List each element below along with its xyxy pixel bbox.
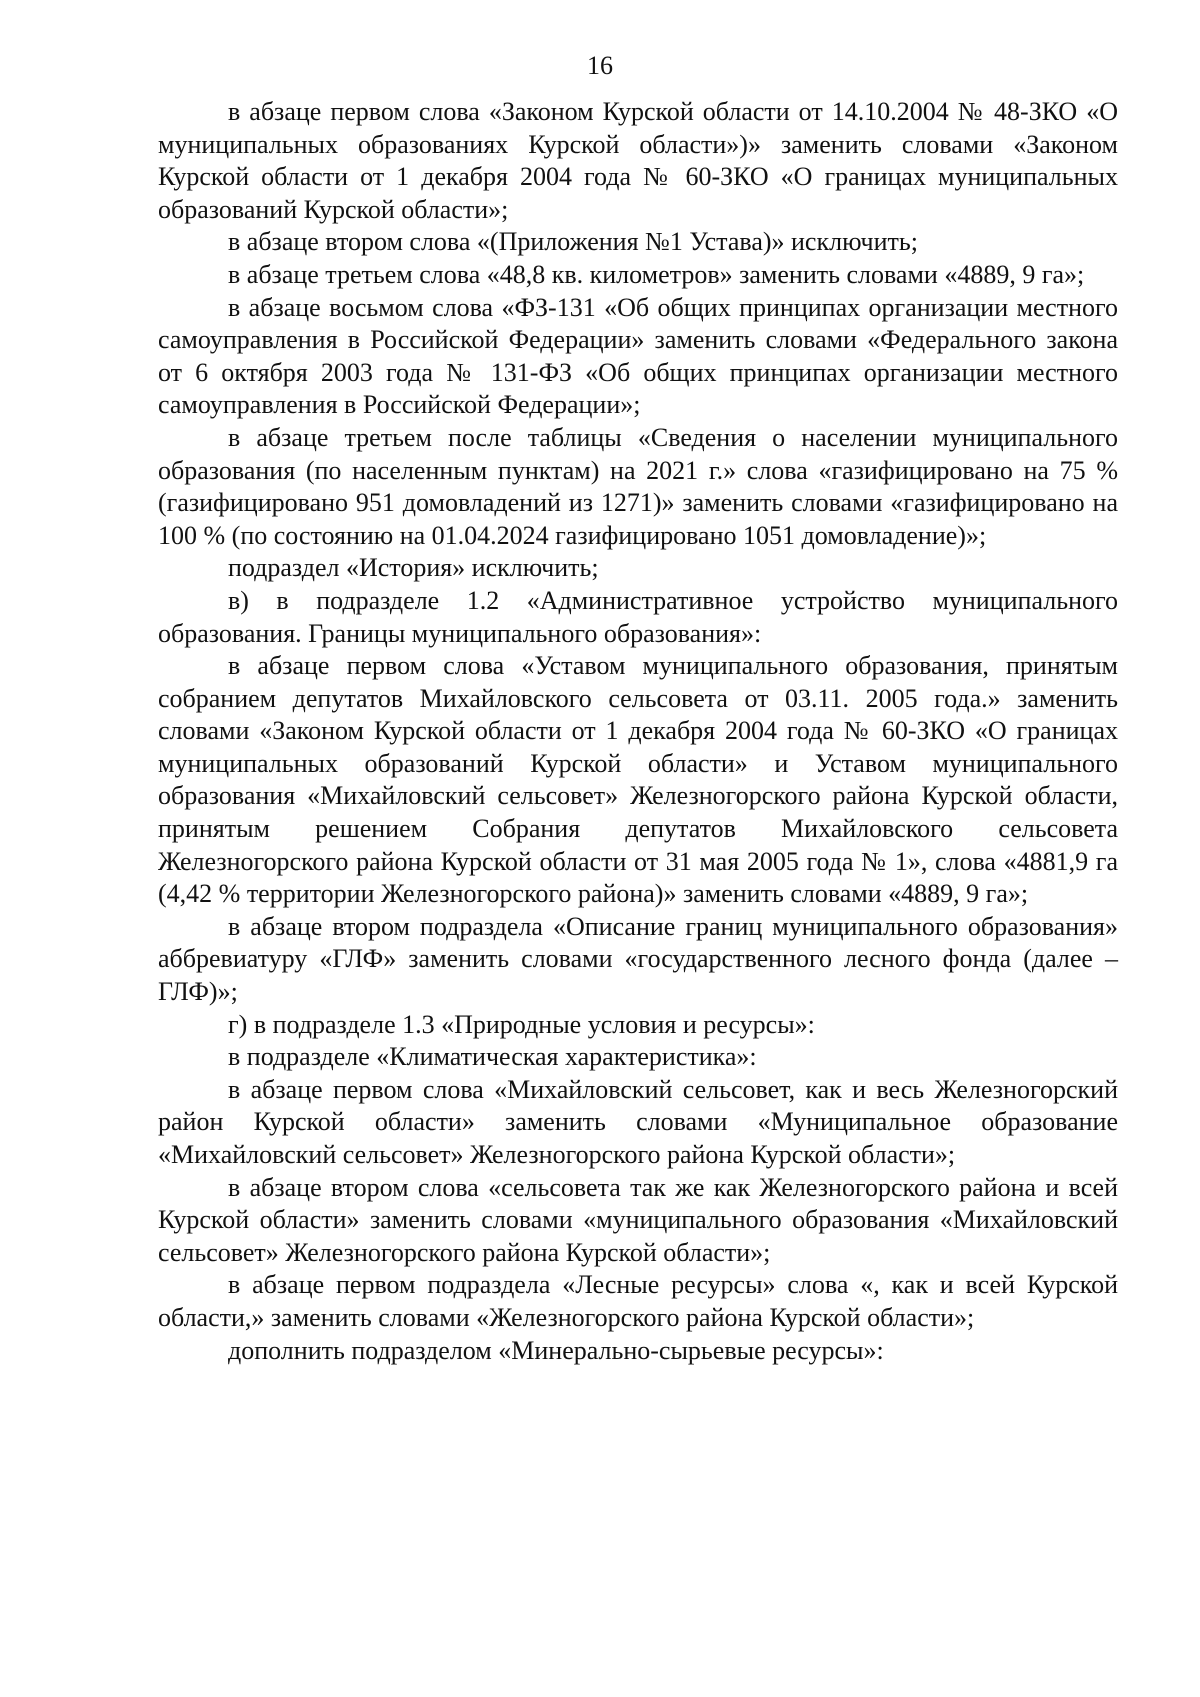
paragraph: в абзаце третьем слова «48,8 кв. километров» заменить словами «4889, 9 га»; — [228, 259, 1085, 289]
paragraph: в абзаце втором подраздела «Описание границ муниципального образования» аббревиатуру «ГЛФ» заменить словами «государственного лесного фонда (далее – ГЛФ)»; — [158, 911, 1118, 1007]
paragraph: в абзаце первом слова «Михайловский сельсовет, как и весь Железногорский район Курской области» заменить словами «Муниципальное образование «Михайловский сельсовет» Железногорского района Курской области»; — [158, 1074, 1118, 1169]
paragraph: в абзаце первом слова «Законом Курской области от 14.10.2004 № 48-ЗКО «О муниципальных образованиях Курской области»)» заменить словами «Законом Курской области от 1 декабря 2004 года № 60-ЗКО «О границах муниципальных образований Курской области»; — [158, 97, 1118, 224]
paragraph: в абзаце первом слова «Уставом муниципального образования, принятым собранием депутатов Михайловского сельсовета от 03.11. 2005 года.» заменить словами «Законом Курской области от 1 декабря 2004 года № 60-ЗКО «О границах муниципальных образований Курской области» и Уставом муниципального образования «Михайловский сельсовет» Железногорского района Курской области, принятым решением Собрания депутатов Михайловского сельсовета Железногорского района Курской области от 31 мая 2005 года № 1», слова «4881,9 га (4,42 % территории Железногорского района)» заменить словами «4889, 9 га»; — [158, 651, 1118, 909]
paragraph: в абзаце восьмом слова «ФЗ-131 «Об общих принципах организации местного самоуправления в Российской Федерации» заменить словами «Федерального закона от 6 октября 2003 года № 131-ФЗ «Об общих принципах организации местного самоуправления в Российской Федерации»; — [158, 292, 1118, 420]
paragraph: г) в подразделе 1.3 «Природные условия и ресурсы»: — [228, 1009, 815, 1039]
paragraph: в абзаце втором слова «сельсовета так же как Железногорского района и всей Курской области» заменить словами «муниципального образования «Михайловский сельсовет» Железногорского района Курской области»; — [158, 1172, 1118, 1267]
paragraph: в подразделе «Климатическая характеристика»: — [228, 1042, 757, 1072]
paragraph: подраздел «История» исключить; — [228, 553, 599, 583]
paragraph: в абзаце втором слова «(Приложения №1 Устава)» исключить; — [228, 227, 918, 257]
paragraph: в) в подразделе 1.2 «Административное устройство муниципального образования. Границы муниципального образования»: — [158, 585, 1118, 648]
paragraph: в абзаце третьем после таблицы «Сведения о населении муниципального образования (по населенным пунктам) на 2021 г.» слова «газифицировано на 75 % (газифицировано 951 домовладений из 1271)» заменить словами «газифицировано на 100 % (по состоянию на 01.04.2024 газифицировано 1051 домовладение)»; — [158, 422, 1118, 550]
document-body — [158, 96, 1118, 1367]
paragraph: дополнить подразделом «Минерально-сырьевые ресурсы»: — [228, 1335, 884, 1365]
page-number: 16 — [587, 51, 613, 80]
paragraph: в абзаце первом подраздела «Лесные ресурсы» слова «, как и всей Курской области,» заменить словами «Железногорского района Курской области»; — [158, 1270, 1118, 1332]
